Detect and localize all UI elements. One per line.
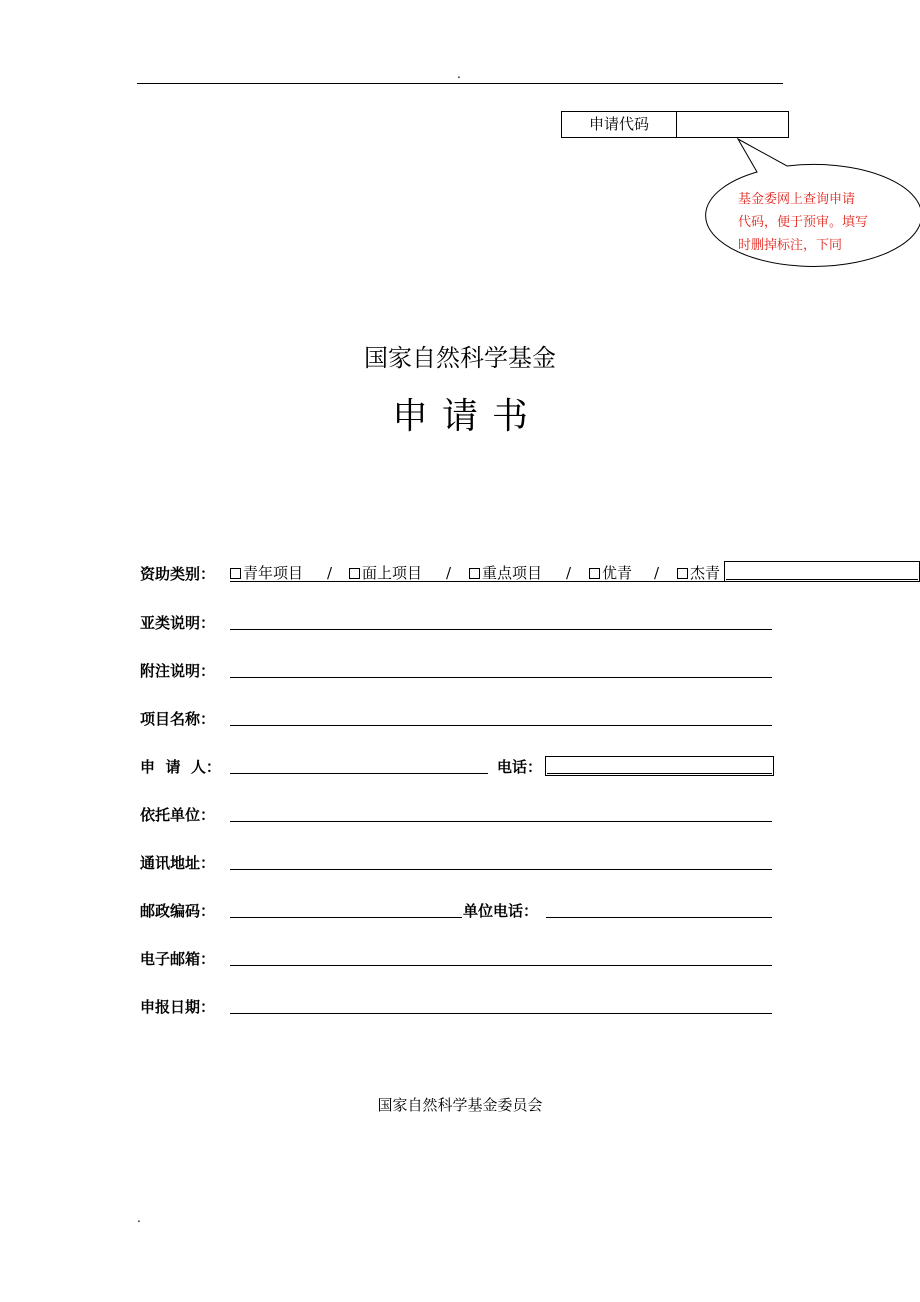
phone-field[interactable] bbox=[545, 756, 774, 776]
category-underline bbox=[230, 581, 781, 582]
application-code-box bbox=[561, 111, 789, 138]
phone-label: 电话： bbox=[497, 758, 543, 776]
checkbox-icon[interactable] bbox=[230, 568, 241, 579]
remarks-field[interactable] bbox=[230, 677, 772, 678]
remarks-label: 附注说明： bbox=[140, 662, 216, 680]
annotation-line-1: 基金委网上查询申请 bbox=[738, 192, 856, 207]
postcode-field[interactable] bbox=[230, 917, 462, 918]
date-label: 申报日期： bbox=[140, 998, 216, 1016]
category-option-label: 面上项目 bbox=[362, 564, 423, 582]
checkbox-icon[interactable] bbox=[469, 568, 480, 579]
application-code-label: 申请代码 bbox=[562, 112, 677, 137]
institution-field[interactable] bbox=[230, 821, 772, 822]
subcategory-label: 亚类说明： bbox=[140, 614, 216, 632]
header-dot: . bbox=[457, 67, 461, 81]
checkbox-icon[interactable] bbox=[677, 568, 688, 579]
unit-phone-label: 单位电话： bbox=[463, 902, 539, 920]
document-title: 申请书 bbox=[391, 396, 542, 437]
checkbox-icon[interactable] bbox=[349, 568, 360, 579]
checkbox-icon[interactable] bbox=[589, 568, 600, 579]
footer-dot: . bbox=[137, 1211, 141, 1225]
category-extra-field[interactable] bbox=[724, 561, 920, 582]
institution-label: 依托单位： bbox=[140, 806, 216, 824]
footer-org: 国家自然科学基金委员会 bbox=[377, 1096, 543, 1114]
annotation-line-3: 时删掉标注，下同 bbox=[738, 238, 843, 253]
category-separator: / bbox=[566, 564, 572, 582]
email-label: 电子邮箱： bbox=[140, 950, 216, 968]
category-option-label: 优青 bbox=[602, 564, 633, 582]
application-code-input[interactable] bbox=[677, 112, 788, 137]
date-field[interactable] bbox=[230, 1013, 772, 1014]
applicant-field[interactable] bbox=[230, 773, 488, 774]
category-option-label: 青年项目 bbox=[243, 564, 304, 582]
category-label: 资助类别： bbox=[140, 565, 216, 583]
category-option-label: 重点项目 bbox=[482, 564, 543, 582]
annotation-text bbox=[738, 188, 878, 257]
postcode-label: 邮政编码： bbox=[140, 902, 216, 920]
applicant-label: 申 请 人： bbox=[140, 758, 221, 776]
category-option-label: 杰青 bbox=[690, 564, 721, 582]
project-name-label: 项目名称： bbox=[140, 710, 216, 728]
email-field[interactable] bbox=[230, 965, 772, 966]
category-separator: / bbox=[654, 564, 660, 582]
project-name-field[interactable] bbox=[230, 725, 772, 726]
address-label: 通讯地址： bbox=[140, 854, 216, 872]
foundation-title: 国家自然科学基金 bbox=[364, 344, 556, 372]
category-separator: / bbox=[327, 564, 333, 582]
unit-phone-field[interactable] bbox=[546, 917, 772, 918]
category-separator: / bbox=[446, 564, 452, 582]
address-field[interactable] bbox=[230, 869, 772, 870]
subcategory-field[interactable] bbox=[230, 629, 772, 630]
annotation-line-2: 代码，便于预审。填写 bbox=[738, 215, 869, 230]
header-rule bbox=[137, 83, 783, 84]
